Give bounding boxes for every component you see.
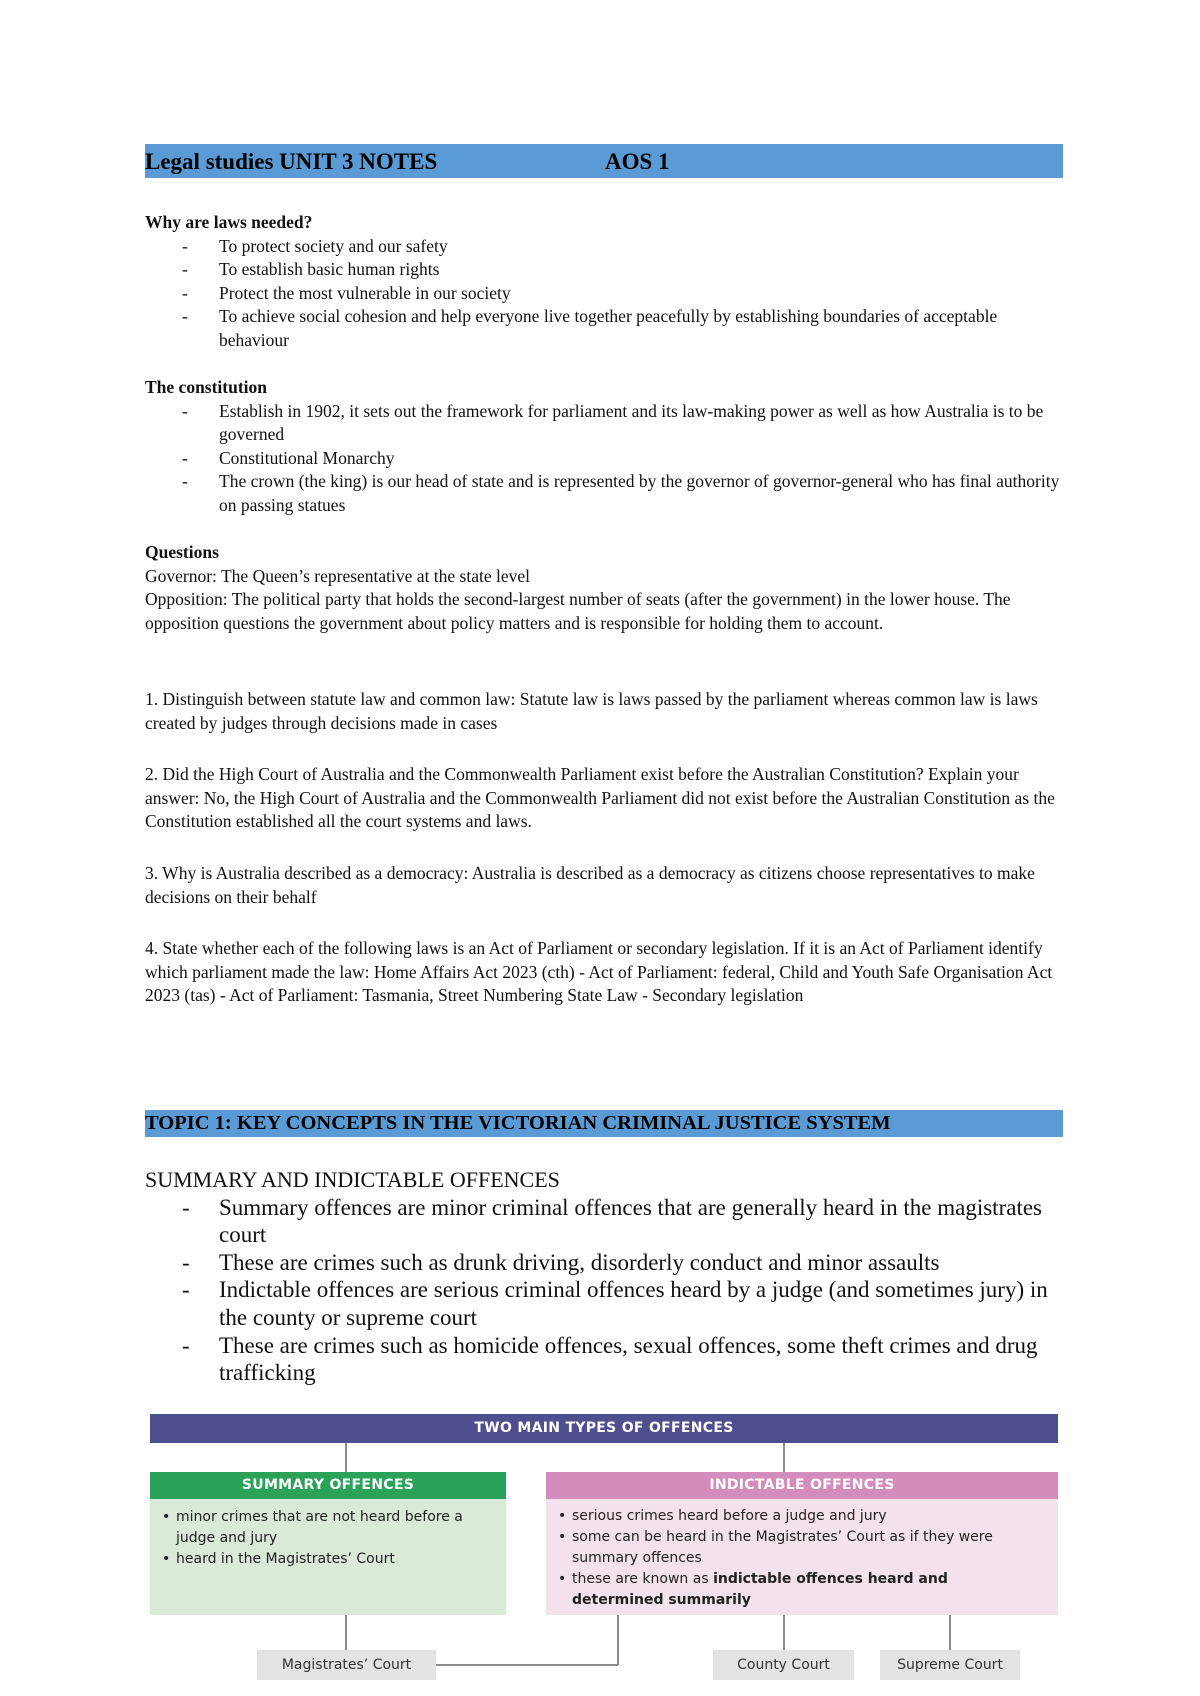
list-item: - These are crimes such as homicide offences, sexual offences, some theft crimes and drug trafficking [145,1332,1063,1387]
item-bold-text: indictable offences heard and determined summarily [572,1571,948,1608]
county-court-box: County Court [713,1650,854,1680]
list-item: • heard in the Magistrates’ Court [162,1549,486,1570]
diagram-title: TWO MAIN TYPES OF OFFENCES [474,1420,734,1436]
indictable-offences-list [546,1499,1058,1611]
section-heading: The constitution [145,377,268,397]
aos-label: AOS 1 [605,149,670,174]
offences-list [145,1194,1063,1387]
list-item: • some can be heard in the Magistrates’ Court as if they were summary offences [558,1527,998,1569]
questions-section [145,541,1063,635]
section-heading: SUMMARY AND INDICTABLE OFFENCES [145,1167,560,1192]
list-item: - Constitutional Monarchy [145,447,1063,471]
why-laws-section [145,211,1063,352]
list-item: - Indictable offences are serious criminal offences heard by a judge (and sometimes jury) in the county or supreme court [145,1276,1063,1331]
opposition-definition: Opposition: The political party that holds the second-largest number of seats (after the government) in the lower house. The opposition questions the government about policy matters and is responsible for holding them to account. [145,589,1011,633]
question-3: 3. Why is Australia described as a democracy: Australia is described as a democracy as citizens choose representatives to make decisions on their behalf [145,863,1035,907]
section-heading: Why are laws needed? [145,212,313,232]
list-item: • minor crimes that are not heard before a judge and jury [162,1507,486,1549]
topic-band [145,1110,1063,1137]
item-text: these are known as [572,1571,714,1587]
list-item [558,1569,998,1611]
list-item: - Summary offences are minor criminal offences that are generally heard in the magistrates court [145,1194,1063,1249]
summary-offences-heading: SUMMARY OFFENCES [150,1472,506,1499]
summary-offences-box [150,1472,506,1615]
question-1: 1. Distinguish between statute law and common law: Statute law is laws passed by the parliament whereas common law is laws created by judges through decisions made in cases [145,689,1038,733]
question-2: 2. Did the High Court of Australia and the Commonwealth Parliament exist before the Australian Constitution? Explain your answer: No, the High Court of Australia and the Commonwealth Parliament did not exist before the Australian Constitution as the Constitution established all the court systems and laws. [145,764,1055,831]
diagram-title-bar [150,1414,1058,1443]
governor-definition: Governor: The Queen’s representative at the state level [145,565,531,586]
indictable-offences-heading: INDICTABLE OFFENCES [546,1472,1058,1499]
offences-section [145,1166,1063,1387]
section-heading: Questions [145,542,219,562]
constitution-list [145,400,1063,518]
summary-offences-list [150,1499,506,1570]
question-4: 4. State whether each of the following laws is an Act of Parliament or secondary legislation. If it is an Act of Parliament identify which parliament made the law: Home Affairs Act 2023 (cth) - Act of Parliament: federal, Child and Youth Safe Organisation Act 2023 (tas) - Act of Parliament: Tasmania, Street Numbering State Law - Secondary legislation [145,938,1053,1005]
list-item: - Protect the most vulnerable in our society [145,282,1063,306]
title-band [145,144,1063,178]
list-item: • serious crimes heard before a judge and jury [558,1506,998,1527]
page-title: Legal studies UNIT 3 NOTES [145,149,438,174]
supreme-court-box: Supreme Court [880,1650,1020,1680]
list-item: - To achieve social cohesion and help everyone live together peacefully by establishing boundaries of acceptable behaviour [145,305,1063,352]
list-item: - Establish in 1902, it sets out the framework for parliament and its law-making power as well as how Australia is to be governed [145,400,1063,447]
list-item: - The crown (the king) is our head of state and is represented by the governor of governor-general who has final authority on passing statues [145,470,1063,517]
magistrates-court-box: Magistrates’ Court [257,1650,436,1680]
list-item: - These are crimes such as drunk driving, disorderly conduct and minor assaults [145,1249,1063,1277]
indictable-offences-box [546,1472,1058,1615]
list-item: - To protect society and our safety [145,235,1063,259]
list-item: - To establish basic human rights [145,258,1063,282]
constitution-section [145,376,1063,517]
topic-title: TOPIC 1: KEY CONCEPTS IN THE VICTORIAN CRIMINAL JUSTICE SYSTEM [145,1112,891,1134]
why-laws-list [145,235,1063,353]
